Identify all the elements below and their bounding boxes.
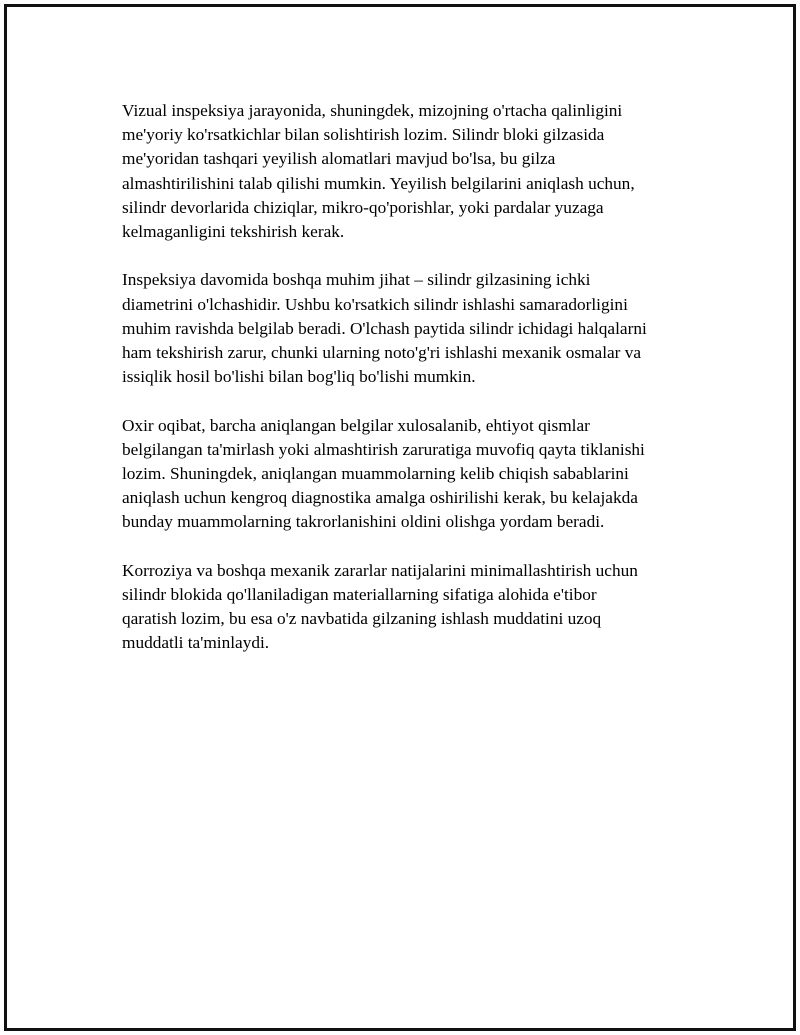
text-line: me'yoriy ko'rsatkichlar bilan solishtirish lozim. Silindr bloki gilzasida: [122, 125, 605, 145]
text-line: Inspeksiya davomida boshqa muhim jihat – silindr gilzasining ichki: [122, 270, 591, 290]
text-line: ham tekshirish zarur, chunki ularning noto'g'ri ishlashi mexanik osmalar va: [122, 343, 642, 363]
page-frame: [4, 4, 796, 1031]
paragraph-2: [122, 268, 692, 389]
text-line: me'yoridan tashqari yeyilish alomatlari mavjud bo'lsa, bu gilza: [122, 149, 556, 169]
text-line: issiqlik hosil bo'lishi bilan bog'liq bo'lishi mumkin.: [122, 367, 476, 387]
paragraph-4: [122, 559, 692, 656]
text-line: Korroziya va boshqa mexanik zararlar natijalarini minimallashtirish uchun: [122, 560, 638, 580]
text-line: belgilangan ta'mirlash yoki almashtirish zaruratiga muvofiq qayta tiklanishi: [122, 439, 645, 459]
text-line: muhim ravishda belgilab beradi. O'lchash paytida silindr ichidagi halqalarni: [122, 318, 647, 338]
text-line: silindr devorlarida chiziqlar, mikro-qo'porishlar, yoki pardalar yuzaga: [122, 197, 604, 217]
text-line: Vizual inspeksiya jarayonida, shuningdek, mizojning o'rtacha qalinligini: [122, 101, 623, 120]
paragraph-1: [122, 99, 692, 244]
text-line: silindr blokida qo'llaniladigan materiallarning sifatiga alohida e'tibor: [122, 585, 597, 605]
text-line: kelmaganligini tekshirish kerak.: [122, 222, 345, 242]
text-line: diametrini o'lchashidir. Ushbu ko'rsatkich silindr ishlashi samaradorligini: [122, 294, 628, 314]
text-line: muddatli ta'minlaydi.: [122, 633, 270, 653]
text-line: qaratish lozim, bu esa o'z navbatida gilzaning ishlash muddatini uzoq: [122, 609, 602, 629]
text-line: bunday muammolarning takrorlanishini oldini olishga yordam beradi.: [122, 512, 605, 532]
document-body: [122, 99, 692, 680]
text-line: lozim. Shuningdek, aniqlangan muammolarning kelib chiqish sabablarini: [122, 464, 629, 484]
text-line: almashtirilishini talab qilishi mumkin. Yeyilish belgilarini aniqlash uchun,: [122, 173, 635, 193]
text-line: Oxir oqibat, barcha aniqlangan belgilar xulosalanib, ehtiyot qismlar: [122, 415, 590, 435]
paragraph-3: [122, 414, 692, 535]
text-line: aniqlash uchun kengroq diagnostika amalga oshirilishi kerak, bu kelajakda: [122, 488, 638, 508]
